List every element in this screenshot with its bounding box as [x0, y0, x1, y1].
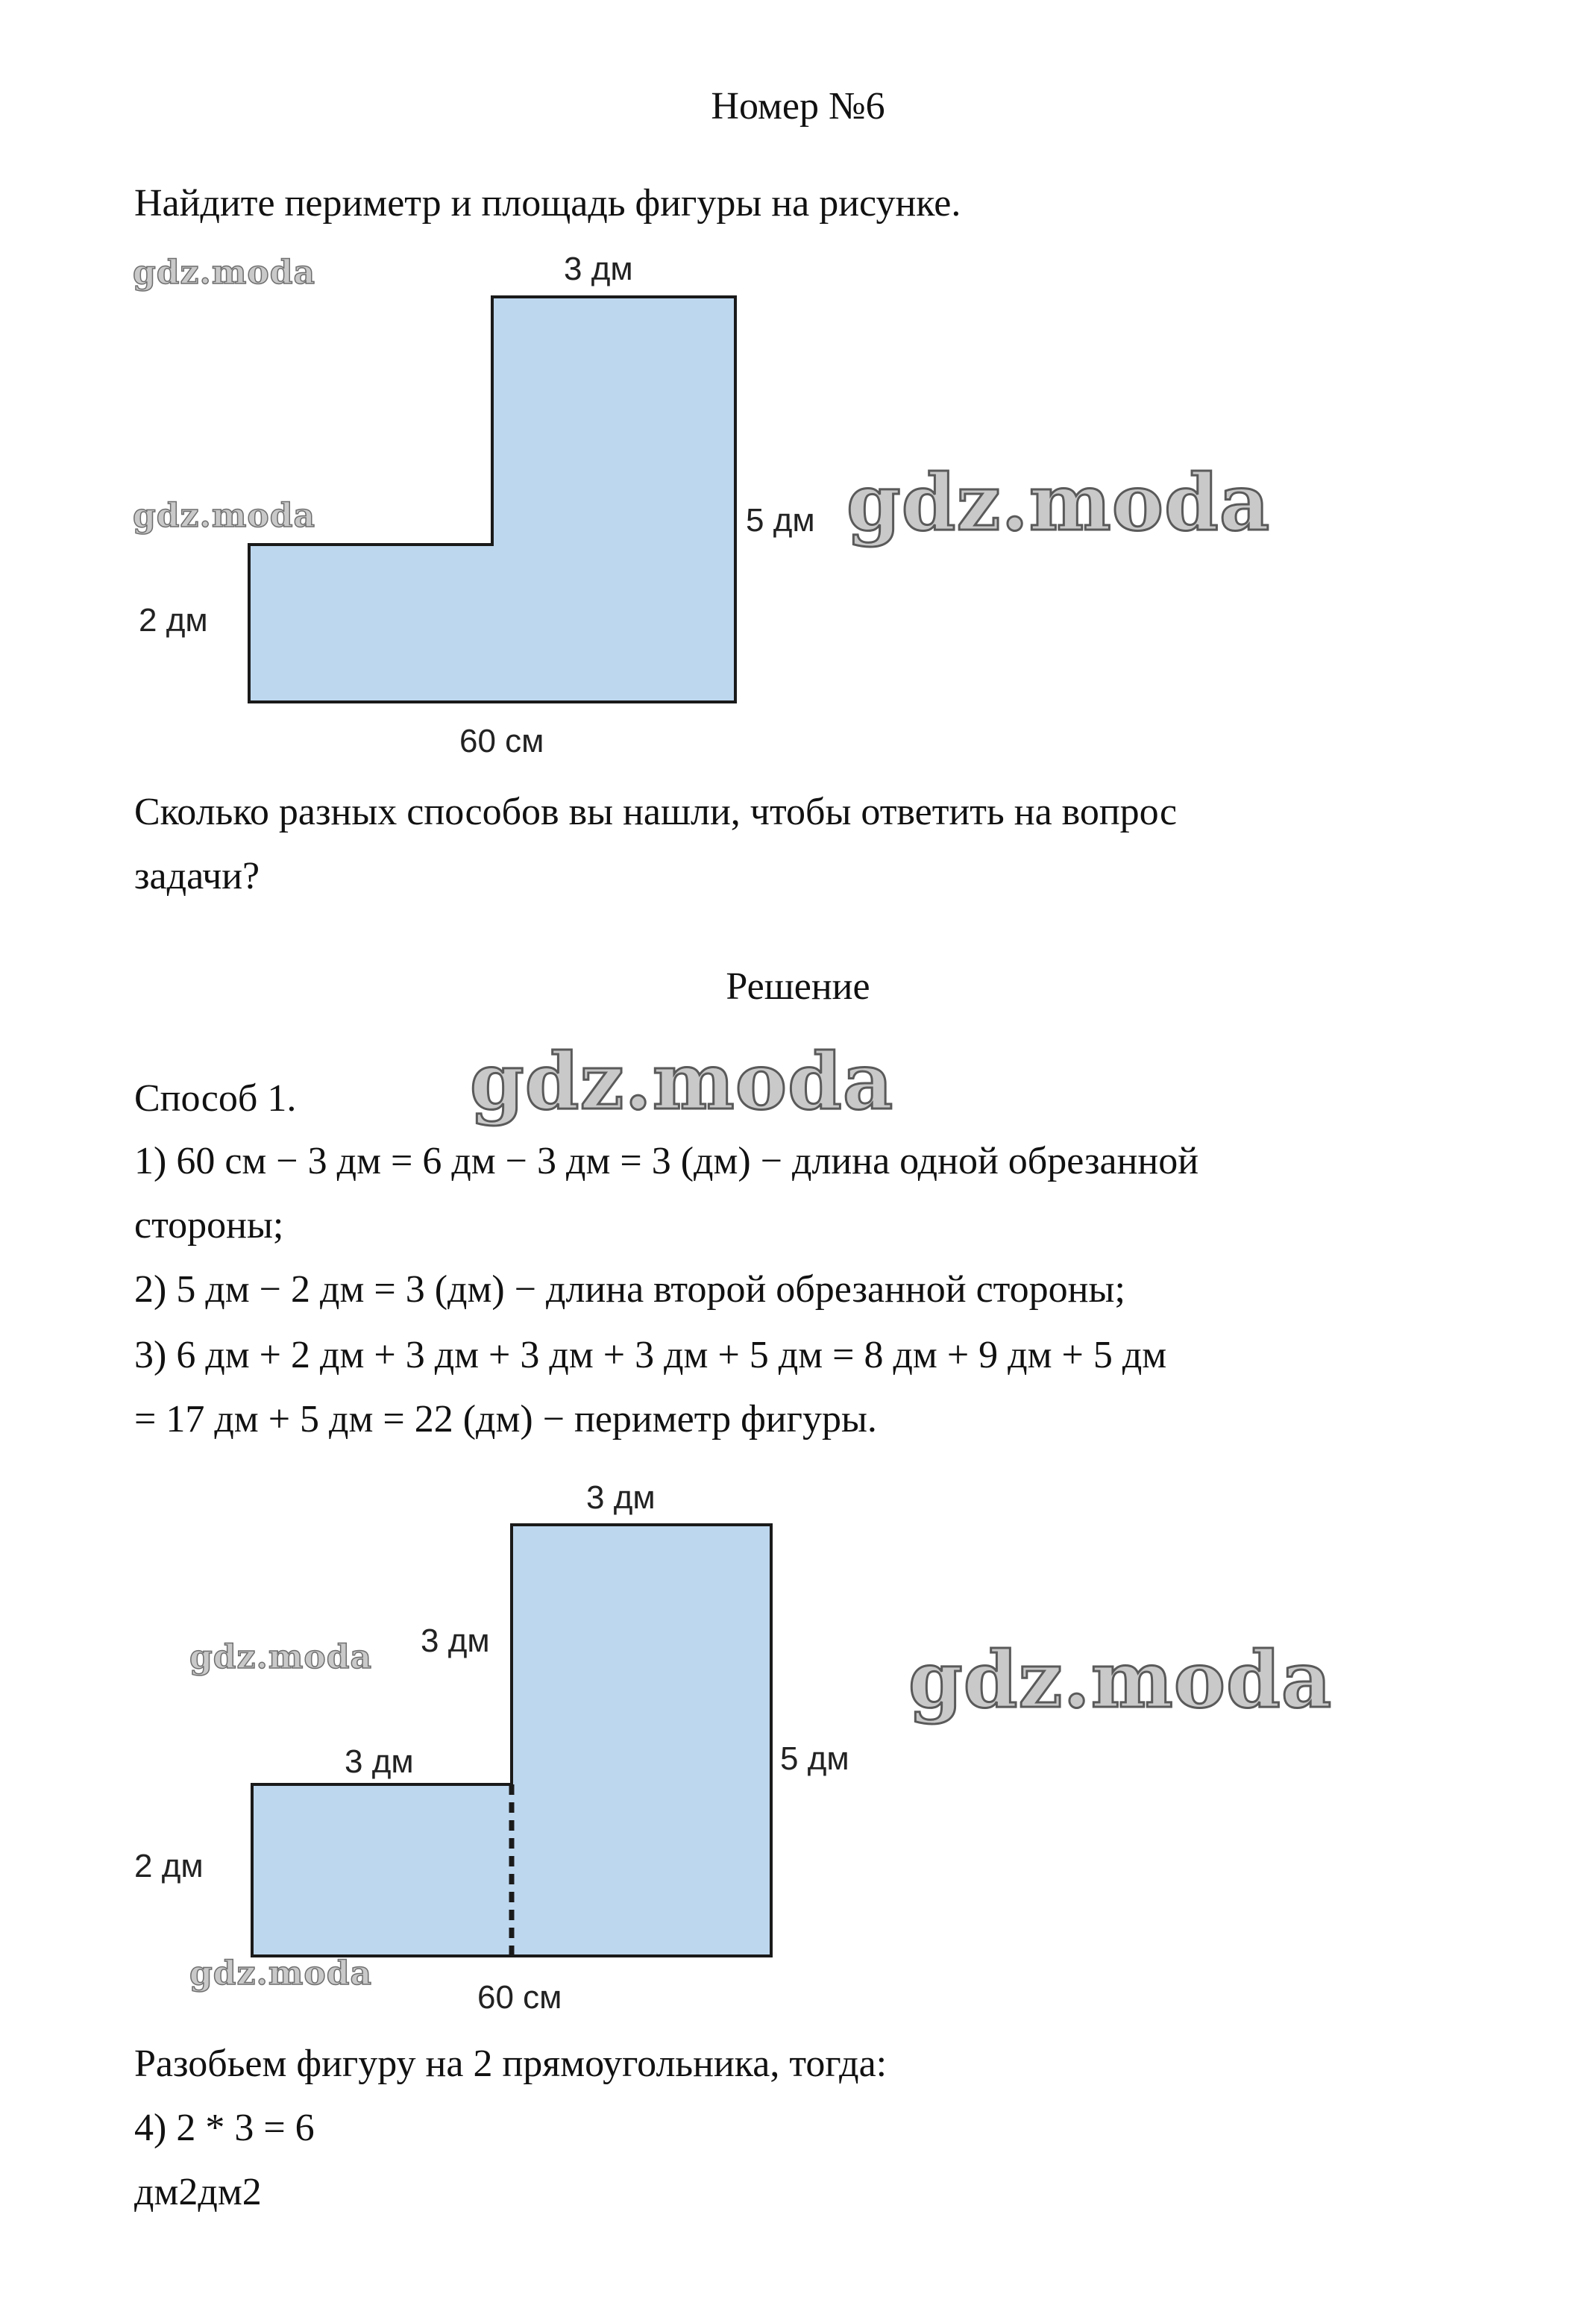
watermark: gdz.moda	[189, 1954, 373, 1993]
figure-2-polygon	[252, 1525, 771, 1956]
step-3-line-1: 3) 6 дм + 2 дм + 3 дм + 3 дм + 3 дм + 5 дм = 8 дм + 9 дм + 5 дм	[134, 1334, 1167, 1376]
task-question-2-line-1: Сколько разных способов вы нашли, чтобы ответить на вопрос	[134, 791, 1178, 833]
figure-1-bottom-label: 60 см	[459, 723, 544, 759]
figure-2-right-label: 5 дм	[780, 1740, 849, 1777]
step-2: 2) 5 дм − 2 дм = 3 (дм) − длина второй обрезанной стороны;	[134, 1268, 1125, 1311]
watermark: gdz.moda	[470, 1035, 894, 1127]
figure-2-left-label: 2 дм	[134, 1848, 204, 1884]
watermark: gdz.moda	[846, 457, 1271, 548]
figure-1-top-label: 3 дм	[564, 251, 633, 287]
figure-2-inner-horizontal-label: 3 дм	[345, 1743, 414, 1780]
figure-2-top-label: 3 дм	[586, 1479, 656, 1516]
split-statement: Разобьем фигуру на 2 прямоугольника, тогда:	[134, 2043, 887, 2085]
solution-heading: Решение	[726, 965, 870, 1008]
figure-1-left-label: 2 дм	[139, 602, 208, 639]
task-question: Найдите периметр и площадь фигуры на рисунке.	[134, 182, 961, 225]
watermark: gdz.moda	[133, 254, 316, 292]
units-text: дм2дм2	[134, 2171, 262, 2213]
watermark: gdz.moda	[133, 497, 316, 535]
task-question-2-line-2: задачи?	[134, 855, 260, 897]
page-title: Номер №6	[711, 85, 885, 128]
watermark: gdz.moda	[189, 1638, 373, 1676]
figure-1-right-label: 5 дм	[746, 502, 815, 539]
method-label: Способ 1.	[134, 1077, 297, 1120]
figure-2-inner-vertical-label: 3 дм	[421, 1623, 490, 1659]
step-1-line-1: 1) 60 см − 3 дм = 6 дм − 3 дм = 3 (дм) − длина одной обрезанной	[134, 1140, 1199, 1182]
watermark: gdz.moda	[908, 1634, 1333, 1725]
step-4: 4) 2 * 3 = 6	[134, 2107, 315, 2149]
step-3-line-2: = 17 дм + 5 дм = 22 (дм) − периметр фигуры.	[134, 1398, 877, 1440]
step-1-line-2: стороны;	[134, 1204, 284, 1247]
figure-2-bottom-label: 60 см	[477, 1979, 562, 2016]
